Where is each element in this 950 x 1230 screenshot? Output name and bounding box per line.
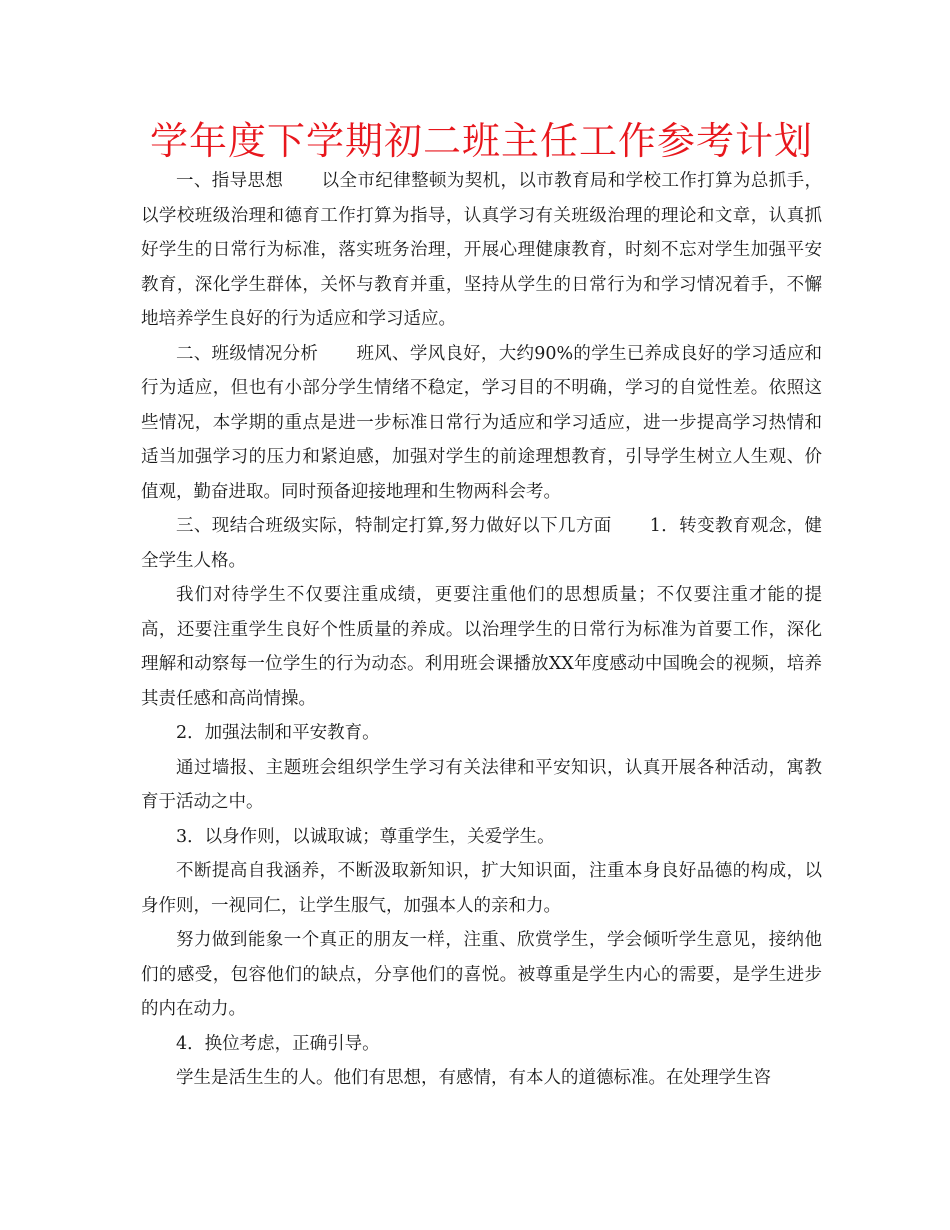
paragraph-plan-intro [141, 509, 822, 578]
section-text-class-analysis: 班风、学风良好，大约90%的学生已养成良好的学习适应和行为适应，但也有小部分学生情绪不稳定，学习目的不明确，学习的自觉性差。依照这些情况，本学期的重点是进一步标准日常行为适应和学习适应，进一步提高学习热情和适当加强学习的压力和紧迫感，加强对学生的前途理想教育，引导学生树立人生观、价值观，勤奋进取。同时预备迎接地理和生物两科会考。 [141, 343, 823, 502]
section-heading-plan: 三、现结合班级实际，特制定打算,努力做好以下几方面 [176, 516, 612, 536]
paragraph-item-4: 4．换位考虑，正确引导。 [176, 1033, 380, 1054]
paragraph-item-2: 2．加强法制和平安教育。 [176, 723, 380, 743]
section-heading-guiding-thought: 一、指导思想 [176, 171, 284, 191]
document-body [141, 164, 822, 1096]
paragraph-item-1-detail: 我们对待学生不仅要注重成绩，更要注重他们的思想质量；不仅要注重才能的提高，还要注重学生良好个性质量的养成。以治理学生的日常行为标准为首要工作，深化理解和动察每一位学生的行为动态。利用班会课播放XX年度感动中国晚会的视频，培养其责任感和高尚情操。 [141, 585, 822, 709]
paragraph-item-3: 3．以身作则，以诚取诚；尊重学生，关爱学生。 [176, 826, 555, 847]
paragraph-guiding-thought [141, 164, 822, 337]
paragraph-item-3-detail-a: 不断提高自我涵养，不断汲取新知识，扩大知识面，注重本身良好品德的构成，以身作则，一视同仁，让学生服气，加强本人的亲和力。 [141, 861, 822, 916]
paragraph-item-4-detail: 学生是活生生的人。他们有思想，有感情，有本人的道德标准。在处理学生咨 [176, 1068, 771, 1088]
section-text-guiding-thought: 以全市纪律整顿为契机，以市教育局和学校工作打算为总抓手，以学校班级治理和德育工作打算为指导，认真学习有关班级治理的理论和文章，认真抓好学生的日常行为标准，落实班务治理，开展心理健康教育，时刻不忘对学生加强平安教育，深化学生群体，关怀与教育并重，坚持从学生的日常行为和学习情况着手，不懈地培养学生良好的行为适应和学习适应。 [141, 171, 823, 329]
paragraph-item-3-detail-b: 努力做到能象一个真正的朋友一样，注重、欣赏学生，学会倾听学生意见，接纳他们的感受，包容他们的缺点，分享他们的喜悦。被尊重是学生内心的需要，是学生进步的内在动力。 [141, 930, 822, 1019]
paragraph-class-analysis [141, 337, 822, 510]
section-item-1: 1．转变教育观念，健全学生人格。 [141, 516, 823, 571]
document-title: 学年度下学期初二班主任工作参考计划 [149, 119, 813, 163]
section-heading-class-analysis: 二、班级情况分析 [176, 343, 319, 364]
paragraph-item-2-detail: 通过墙报、主题班会组织学生学习有关法律和平安知识，认真开展各种活动，寓教育于活动之中。 [141, 757, 822, 812]
